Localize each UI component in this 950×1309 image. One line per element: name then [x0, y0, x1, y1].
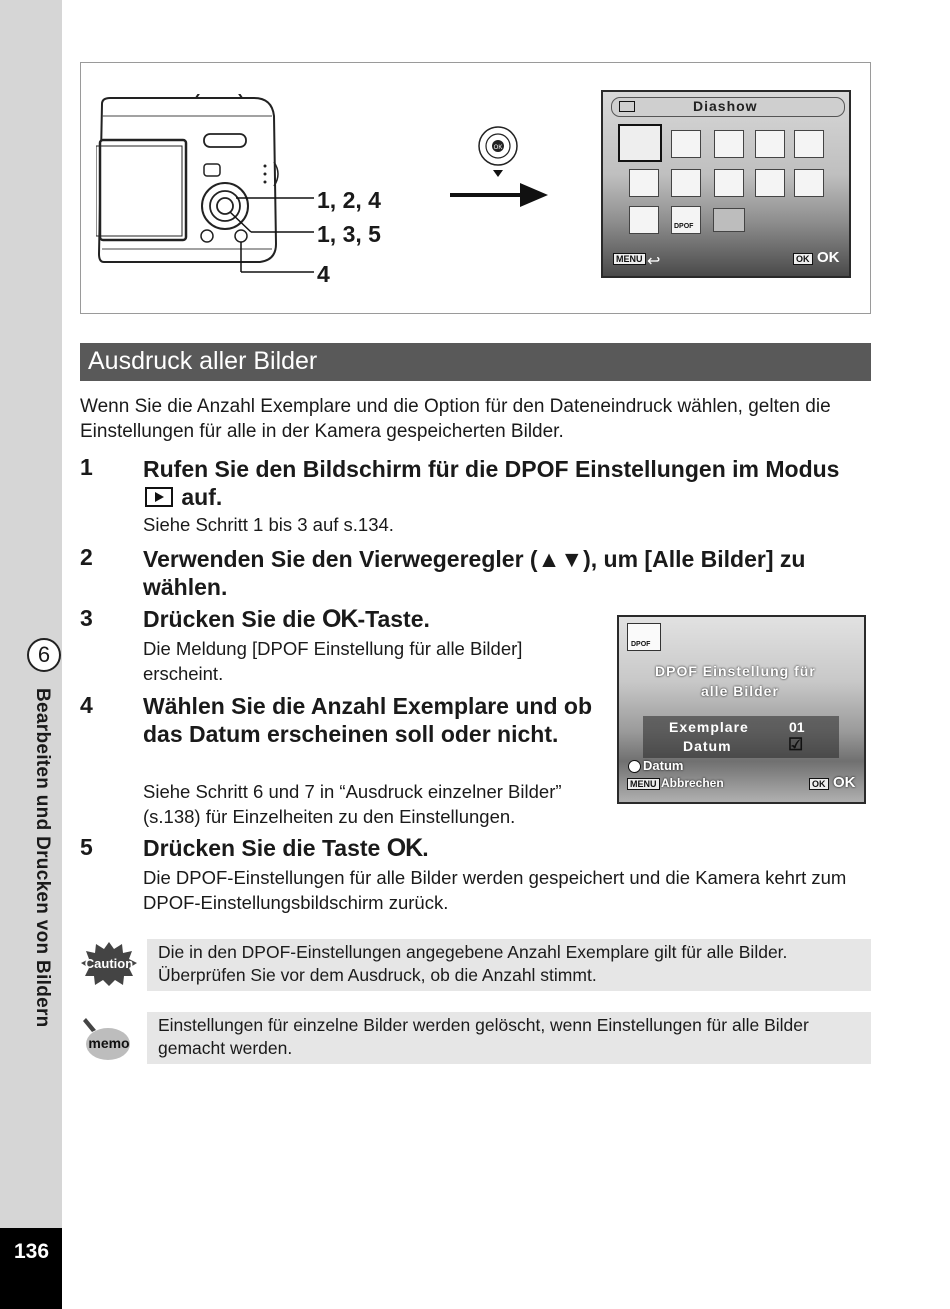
menu-key: MENU — [627, 778, 660, 790]
arrow-right-icon — [450, 180, 550, 210]
menu-icon-digital-filter[interactable] — [671, 169, 701, 197]
step-text: Siehe Schritt 1 bis 3 auf s.134. — [143, 514, 394, 535]
step-title — [143, 605, 603, 633]
four-way-controller-icon — [476, 126, 520, 178]
section-title: Ausdruck aller Bilder — [88, 347, 318, 375]
menu-icon-frame[interactable] — [714, 169, 744, 197]
menu-dpof-label: DPOF — [674, 223, 694, 230]
step-text: Siehe Schritt 6 und 7 in “Ausdruck einzelner Bilder” (s.138) für Einzelheiten zu den Einstellungen. — [143, 781, 562, 827]
memo-icon-label: memo — [88, 1035, 130, 1051]
step-title-text: . — [422, 835, 429, 861]
ok-label: OK — [817, 249, 840, 266]
page-number: 136 — [14, 1240, 50, 1263]
ok-key: OK — [809, 778, 829, 790]
copies-value[interactable]: 01 — [789, 719, 805, 735]
dpof-icon-label: DPOF — [631, 641, 651, 648]
chapter-number: 6 — [27, 638, 61, 672]
memo-text: Einstellungen für einzelne Bilder werden gelöscht, wenn Einstellungen für alle Bilder gemacht werden. — [158, 1015, 809, 1058]
date-label: Datum — [683, 738, 732, 754]
step-title-text: -Taste. — [357, 606, 430, 632]
cancel-label: Abbrechen — [661, 776, 724, 790]
chapter-title: Bearbeiten und Drucken von Bildern — [32, 688, 53, 1028]
menu-icon-slideshow[interactable] — [618, 124, 662, 162]
ok-key: OK — [793, 253, 813, 265]
step-title — [143, 455, 843, 511]
menu-icon-voice-memo[interactable] — [794, 169, 824, 197]
menu-icon-filter[interactable] — [629, 169, 659, 197]
step-title-text: Drücken Sie die — [143, 606, 316, 632]
menu-icon-copy[interactable] — [755, 130, 785, 158]
date-button-icon — [628, 760, 641, 773]
date-option-label: Datum — [643, 758, 684, 773]
ok-button-glyph: OK — [321, 605, 358, 633]
step-text: Die DPOF-Einstellungen für alle Bilder werden gespeichert und die Kamera kehrt zum DPOF-Einstellungsbildschirm zurück. — [143, 867, 847, 913]
intro-paragraph: Wenn Sie die Anzahl Exemplare und die Option für den Dateneindruck wählen, gelten die Einstellungen für alle in der Kamera gespeicherten Bilder. — [80, 396, 831, 442]
menu-icon-protect[interactable] — [629, 206, 659, 234]
caution-text: Die in den DPOF-Einstellungen angegebene Anzahl Exemplare gilt für alle Bilder. Überprüfen Sie vor dem Ausdruck, ob die Anzahl stimmt. — [158, 942, 788, 985]
step-text: Die Meldung [DPOF Einstellung für alle Bilder] erscheint. — [143, 638, 523, 684]
caution-icon-label: Caution — [84, 956, 134, 971]
playback-menu-screen — [601, 90, 851, 278]
menu-icon-startup-screen[interactable] — [713, 208, 745, 232]
dpof-message: alle Bilder — [701, 683, 779, 699]
step-title — [143, 834, 843, 862]
menu-icon-rotate[interactable] — [794, 130, 824, 158]
step-title: Verwenden Sie den Vierwegeregler (▲▼), um [Alle Bilder] zu wählen. — [143, 546, 806, 600]
step-number: 1 — [80, 454, 93, 480]
callout-label: 1, 3, 5 — [317, 221, 381, 247]
playback-mode-icon — [145, 487, 173, 507]
playback-mode-icon — [619, 101, 635, 112]
caution-icon — [80, 941, 138, 987]
memo-icon — [80, 1016, 132, 1062]
ok-button-glyph: OK — [386, 834, 423, 862]
callout-label: 1, 2, 4 — [317, 187, 381, 213]
step-number: 5 — [80, 834, 93, 860]
step-title-text: auf. — [181, 484, 223, 510]
callout-label: 4 — [317, 261, 330, 287]
step-number: 3 — [80, 605, 93, 631]
ok-label: OK — [833, 774, 856, 791]
step-title-text: Drücken Sie die Taste — [143, 835, 381, 861]
step-number: 2 — [80, 544, 93, 570]
menu-title: Diashow — [693, 98, 758, 114]
back-arrow-icon: ↩ — [647, 253, 661, 270]
step-number: 4 — [80, 692, 93, 718]
menu-icon-resize[interactable] — [671, 130, 701, 158]
dpof-settings-screen — [617, 615, 866, 804]
step-title-text: Rufen Sie den Bildschirm für die DPOF Einstellungen im Modus — [143, 456, 840, 482]
menu-icon-crop[interactable] — [714, 130, 744, 158]
menu-key: MENU — [613, 253, 646, 265]
menu-icon-red-eye[interactable] — [755, 169, 785, 197]
step-title: Wählen Sie die Anzahl Exemplare und ob das Datum erscheinen soll oder nicht. — [143, 693, 593, 747]
copies-label: Exemplare — [669, 719, 749, 735]
svg-text:OK: OK — [493, 145, 503, 151]
dpof-message: DPOF Einstellung für — [655, 663, 816, 679]
date-checkbox[interactable]: ☑ — [788, 735, 804, 754]
